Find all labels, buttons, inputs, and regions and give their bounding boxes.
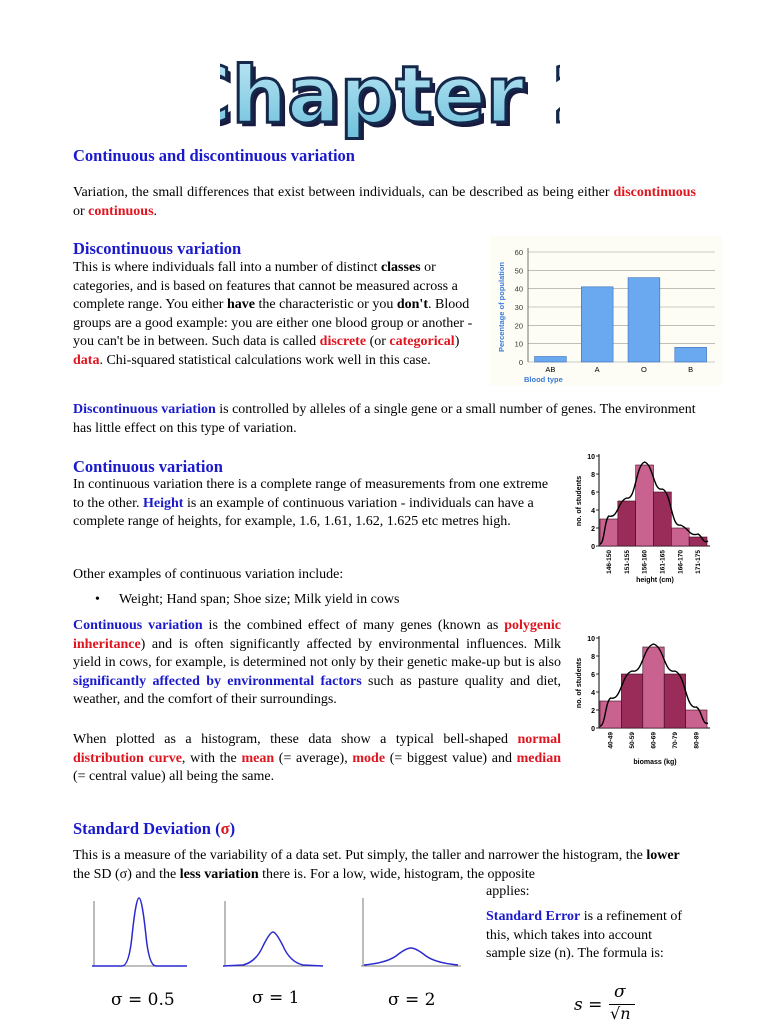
y-tick-label: 10	[587, 454, 595, 461]
y-axis-label: Percentage of population	[497, 261, 506, 353]
x-tick-label: 70-79	[671, 732, 679, 749]
text: This is where individuals fall into a number of distinct	[73, 260, 381, 275]
bar-O	[628, 278, 660, 362]
bar-80-89	[686, 710, 707, 728]
sd-heading-text: Standard Deviation (	[73, 819, 221, 838]
term-categorical: categorical	[389, 334, 455, 349]
term-polygenic: polygenic inheritance	[73, 618, 561, 652]
polygenic-paragraph	[73, 617, 561, 710]
height-histogram-svg	[573, 448, 715, 588]
biomass-histogram-svg	[573, 630, 715, 770]
text: When plotted as a histogram, these data show a typical bell-shaped	[73, 732, 518, 747]
term-mean: mean	[241, 750, 275, 766]
text: In continuous variation there is a complete range of measurements from one extreme to the other.	[73, 477, 549, 511]
term-less-variation: less variation	[179, 866, 259, 882]
discontinuous-genes-paragraph	[73, 401, 696, 438]
y-tick-label: 6	[591, 490, 595, 497]
sd-heading-sigma: σ	[220, 819, 230, 838]
term-discontinuous: discontinuous	[613, 185, 696, 200]
curve-line	[364, 948, 458, 965]
text: is a refinement of this, which takes into account sample size (n). The formula is:	[486, 909, 683, 961]
y-tick-label: 2	[591, 708, 595, 715]
term-have: have	[226, 297, 255, 312]
term-lower: lower	[646, 848, 680, 863]
x-tick-label: 50-59	[629, 732, 637, 749]
curve-sd-1	[218, 896, 328, 976]
curve-line	[223, 932, 323, 966]
term-mode: mode	[352, 750, 386, 766]
x-axis-label: Blood type	[524, 375, 563, 384]
text: ) and is often significantly affected by environmental influences. Milk yield in cows, for example, is determined not only by their genetic make-up but is also	[73, 636, 561, 670]
text: is the combined effect of many genes (known as	[202, 618, 505, 633]
y-tick-label: 0	[591, 726, 595, 733]
normal-distribution-paragraph	[73, 731, 561, 787]
x-tick-label: 151-155	[623, 550, 631, 574]
list-item: • Weight; Hand span; Shoe size; Milk yield in cows	[73, 591, 553, 610]
bar-156-160	[636, 465, 654, 546]
y-tick-label: 8	[591, 654, 595, 661]
sd-heading	[73, 819, 235, 839]
y-axis-label: no. of students	[576, 657, 583, 709]
term-continuous: continuous	[88, 203, 154, 219]
term-classes: classes	[380, 260, 421, 275]
y-tick-label: 40	[514, 284, 523, 294]
x-axis-label: height (cm)	[636, 577, 674, 584]
text: (= central value) all being the same.	[73, 769, 275, 784]
discontinuous-paragraph	[73, 259, 478, 370]
y-tick-label: 60	[514, 248, 523, 257]
y-tick-label: 20	[514, 321, 523, 331]
bar-AB	[535, 357, 567, 363]
term-continuous-variation: Continuous variation	[73, 618, 203, 633]
formula-denominator: √n	[610, 1004, 631, 1023]
x-tick-label: A	[594, 365, 600, 374]
sd-label-2: σ = 2	[388, 990, 436, 1010]
x-tick-label: 60-69	[650, 732, 658, 749]
formula-numerator: σ	[614, 982, 626, 1002]
text: This is a measure of the variability of a data set. Put simply, the taller and narrower the histogram, the	[73, 848, 647, 863]
intro-paragraph	[73, 184, 696, 221]
bar-50-59	[621, 674, 642, 728]
x-axis-label: biomass (kg)	[633, 759, 677, 766]
text: (= average),	[274, 750, 353, 766]
x-tick-label: 146-150	[605, 550, 613, 574]
y-tick-label: 4	[591, 690, 595, 697]
y-tick-label: 4	[591, 508, 595, 515]
x-tick-label: 156-160	[641, 550, 649, 574]
curve-line	[92, 898, 187, 966]
x-tick-label: 80-89	[693, 732, 701, 749]
bar-B	[675, 347, 707, 362]
bar-A	[581, 287, 613, 362]
term-height: Height	[143, 495, 184, 511]
other-examples: Other examples of continuous variation include:	[73, 567, 344, 582]
svg-text:Chapter 2: hapter	[235, 55, 529, 140]
y-tick-label: 6	[591, 672, 595, 679]
y-axis-label: no. of students	[576, 475, 583, 527]
y-tick-label: 50	[514, 266, 523, 276]
term-discrete: discrete	[319, 334, 367, 349]
chapter-title-art	[220, 40, 560, 140]
sd-paragraph-end: applies:	[486, 884, 530, 899]
curve-sd-05	[82, 896, 192, 976]
x-tick-label: 40-49	[607, 732, 615, 749]
intro-text: Variation, the small differences that exist between individuals, can be described as being either	[73, 185, 614, 200]
x-tick-label: AB	[545, 365, 556, 374]
formula-lhs: s =	[574, 995, 603, 1015]
x-tick-label: 171-175	[695, 550, 703, 574]
y-tick-label: 0	[591, 544, 595, 551]
intro-text: .	[153, 203, 158, 219]
chapter-title	[220, 40, 560, 140]
text: there is. For a low, wide, histogram, the opposite	[258, 866, 535, 882]
text: or categories, and is based on features that cannot be measured across a complete range. You either	[73, 260, 458, 312]
y-tick-label: 2	[591, 526, 595, 533]
text: the SD (σ) and the	[73, 866, 180, 882]
section-heading: Continuous and discontinuous variation	[73, 146, 355, 165]
text: the characteristic or you	[254, 297, 397, 312]
text: , with the	[181, 750, 242, 766]
text: is an example of continuous variation - individuals can have a complete range of heights, for example, 1.6, 1.61, 1.62, 1.625 etc metres high.	[73, 495, 534, 529]
text: (or	[366, 334, 390, 349]
x-tick-label: O	[641, 365, 647, 374]
text: (= biggest value) and	[385, 750, 517, 766]
x-tick-label: 161-165	[659, 550, 667, 574]
term-dont: don't	[396, 297, 428, 312]
text: is controlled by alleles of a single gene or a small number of genes. The environment has little effect on this type of variation.	[73, 402, 696, 436]
sd-heading-text: )	[229, 819, 236, 838]
height-histogram	[573, 448, 715, 588]
term-environmental-factors: significantly affected by environmental factors	[73, 673, 362, 689]
term-standard-error: Standard Error	[486, 909, 581, 924]
y-tick-label: 10	[514, 339, 523, 349]
term-data: data	[73, 352, 100, 368]
y-tick-label: 30	[514, 303, 523, 312]
bar-166-170	[671, 528, 689, 546]
text: such as pasture quality and diet, weather, and the comfort of their surroundings.	[73, 673, 561, 707]
y-tick-label: 0	[518, 358, 523, 367]
bar-40-49	[600, 701, 621, 728]
sd-label-1: σ = 1	[252, 988, 300, 1008]
text: . Chi-squared statistical calculations work well in this case.	[99, 352, 431, 368]
intro-text: or	[73, 203, 89, 219]
term-discontinuous-variation: Discontinuous variation	[73, 402, 216, 417]
y-tick-label: 10	[587, 636, 595, 643]
biomass-histogram	[573, 630, 715, 770]
curve-sd-2	[356, 896, 466, 976]
continuous-paragraph	[73, 476, 558, 532]
bar-60-69	[643, 647, 664, 728]
standard-error-paragraph	[486, 908, 691, 964]
text: . Blood groups are a good example: you are either one blood group or another - you can't be in between. Such data is called	[73, 297, 473, 349]
term-median: median	[516, 750, 561, 766]
continuous-heading: Continuous variation	[73, 457, 223, 476]
text: )	[454, 334, 460, 349]
examples-list	[73, 591, 553, 610]
y-tick-label: 8	[591, 472, 595, 479]
x-tick-label: 166-170	[677, 550, 685, 574]
term-normal-distribution: normal distribution curve	[73, 732, 561, 766]
discontinuous-heading: Discontinuous variation	[73, 239, 242, 258]
sd-paragraph	[73, 847, 693, 884]
blood-type-chart-svg	[490, 236, 722, 386]
sd-label-05: σ = 0.5	[111, 990, 175, 1010]
x-tick-label: B	[688, 365, 694, 374]
blood-type-chart	[490, 236, 722, 386]
bar-151-155	[618, 501, 636, 546]
chapter-title-text: hapter	[231, 51, 525, 140]
